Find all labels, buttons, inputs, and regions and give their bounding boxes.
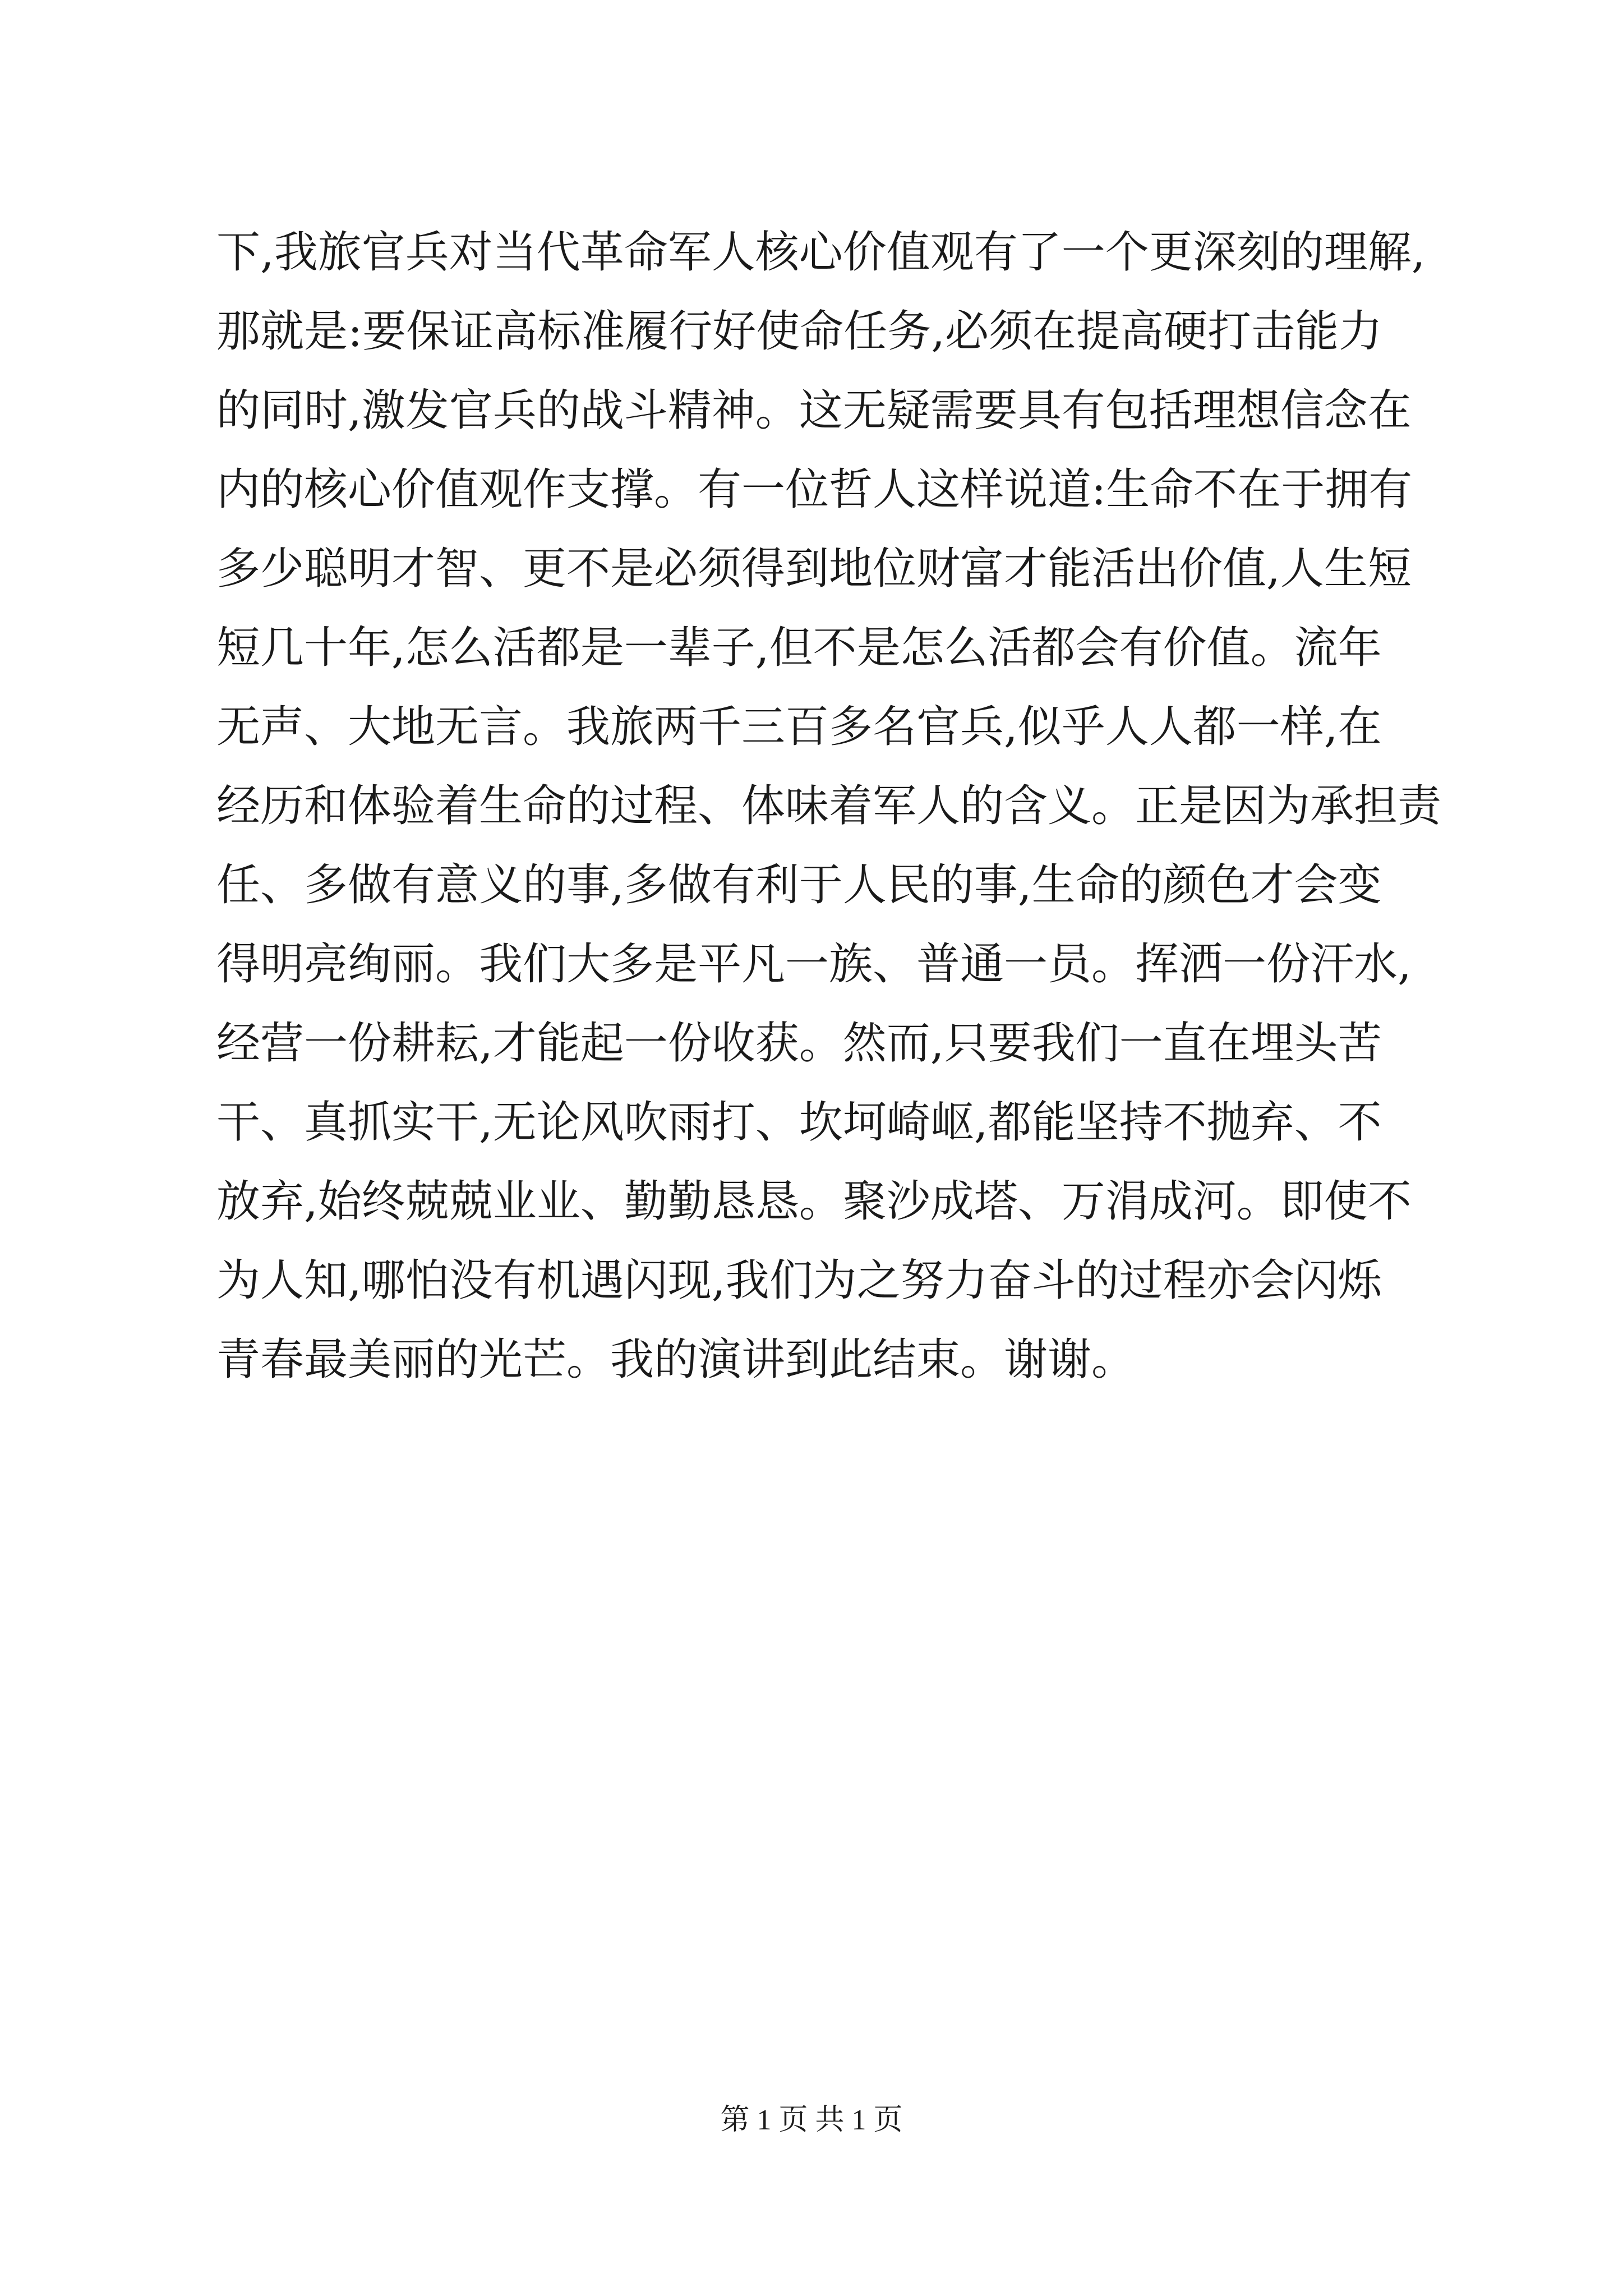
body-line-14: 为人知,哪怕没有机遇闪现,我们为之努力奋斗的过程亦会闪烁 <box>216 1255 1382 1306</box>
body-line-15: 青春最美丽的光芒。我的演讲到此结束。谢谢。 <box>216 1335 1136 1385</box>
body-line-9: 任、多做有意义的事,多做有利于人民的事,生命的颜色才会变 <box>216 860 1382 910</box>
body-line-8: 经历和体验着生命的过程、体味着军人的含义。正是因为承担责 <box>216 781 1442 831</box>
body-line-7: 无声、大地无言。我旅两千三百多名官兵,似乎人人都一样,在 <box>216 702 1382 752</box>
body-line-6: 短几十年,怎么活都是一辈子,但不是怎么活都会有价值。流年 <box>216 623 1382 673</box>
page-indicator: 第 1 页 共 1 页 <box>720 2104 903 2136</box>
page-footer <box>0 2101 1623 2140</box>
body-line-11: 经营一份耕耘,才能起一份收获。然而,只要我们一直在埋头苦 <box>216 1018 1382 1069</box>
body-line-3: 的同时,激发官兵的战斗精神。这无疑需要具有包括理想信念在 <box>216 385 1412 436</box>
body-line-1: 下,我旅官兵对当代革命军人核心价值观有了一个更深刻的理解, <box>216 227 1426 278</box>
body-line-13: 放弃,始终兢兢业业、勤勤恳恳。聚沙成塔、万涓成河。即使不 <box>216 1176 1412 1227</box>
body-line-12: 干、真抓实干,无论风吹雨打、坎坷崎岖,都能坚持不抛弃、不 <box>216 1097 1382 1148</box>
body-line-4: 内的核心价值观作支撑。有一位哲人这样说道:生命不在于拥有 <box>216 464 1413 515</box>
body-line-10: 得明亮绚丽。我们大多是平凡一族、普通一员。挥洒一份汗水, <box>216 939 1412 990</box>
body-line-5: 多少聪明才智、更不是必须得到地位财富才能活出价值,人生短 <box>216 544 1412 594</box>
document-body <box>216 213 1484 1400</box>
body-line-2: 那就是:要保证高标准履行好使命任务,必须在提高硬打击能力 <box>216 306 1383 357</box>
